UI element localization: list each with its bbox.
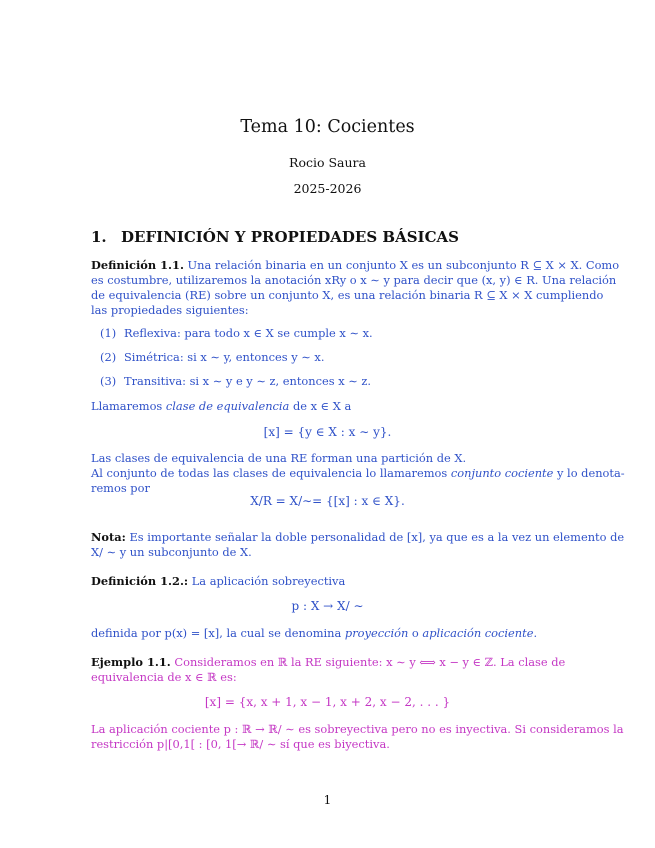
item-text: Transitiva: si x ∼ y e y ∼ z, entonces x ∼ z. [124, 374, 372, 388]
definition-1-line-3: de equivalencia (RE) sobre un conjunto X, es una relación binaria R ⊆ X × X cumpliendo [91, 288, 604, 302]
note-label: Nota: [91, 530, 126, 544]
example-line-2: equivalencia de x ∈ ℝ es: [91, 670, 237, 684]
example-line-3: La aplicación cociente p : ℝ → ℝ/ ∼ es sobreyectiva pero no es inyectiva. Si consideramos la [91, 722, 624, 736]
section-heading [91, 228, 459, 246]
equivalence-class-intro [91, 399, 351, 414]
emphasized-term: conjunto cociente [450, 466, 554, 480]
quotient-set-line-1 [91, 466, 625, 481]
definition-1-line-1 [91, 258, 619, 273]
definition-2-line-1 [91, 574, 345, 589]
item-label: (1) [100, 326, 117, 340]
note-text: Es importante señalar la doble personalidad de [x], ya que es a la vez un elemento de [125, 530, 625, 544]
item-text: Reflexiva: para todo x ∈ X se cumple x ∼ x. [124, 326, 373, 340]
example-text: Consideramos en ℝ la RE siguiente: x ∼ y ⟺ x − y ∈ ℤ. La clase de [170, 655, 566, 669]
definition-1-label: Definición 1.1. [91, 258, 184, 272]
example-line-1 [91, 655, 565, 670]
property-item-transitive [100, 374, 371, 389]
definition-2-label: Definición 1.2.: [91, 574, 189, 588]
example-line-4: restricción p|[0,1[ : [0, 1[→ ℝ/ ∼ sí que es biyectiva. [91, 737, 390, 751]
definition-1-line-4: las propiedades siguientes: [91, 303, 249, 317]
text-fragment: . [533, 626, 538, 640]
definition-1-text: Una relación binaria en un conjunto X es un subconjunto R ⊆ X × X. Como [183, 258, 620, 272]
emphasized-term: aplicación cociente [422, 626, 534, 640]
equivalence-class-equation: [x] = {y ∈ X : x ∼ y}. [263, 425, 392, 439]
text-fragment: o [408, 626, 423, 640]
property-item-symmetric [100, 350, 324, 365]
example-equation: [x] = {x, x + 1, x − 1, x + 2, x − 2, . . . } [204, 695, 451, 709]
text-fragment: Al conjunto de todas las clases de equivalencia lo llamaremos [91, 466, 451, 480]
text-fragment: Llamaremos [91, 399, 166, 413]
document-author: Rocio Saura [289, 155, 366, 170]
note-line-2: X/ ∼ y un subconjunto de X. [91, 545, 252, 559]
item-text: Simétrica: si x ∼ y, entonces y ∼ x. [124, 350, 325, 364]
example-label: Ejemplo 1.1. [91, 655, 171, 669]
quotient-set-equation: X/R = X/∼= {[x] : x ∈ X}. [250, 494, 405, 508]
note-line-1 [91, 530, 624, 545]
item-label: (2) [100, 350, 117, 364]
section-title: DEFINICIÓN Y PROPIEDADES BÁSICAS [121, 228, 459, 246]
property-item-reflexive [100, 326, 373, 341]
quotient-set-line-2: remos por [91, 481, 150, 495]
partition-line: Las clases de equivalencia de una RE forman una partición de X. [91, 451, 467, 465]
text-fragment: de x ∈ X a [289, 399, 352, 413]
emphasized-term: proyección [344, 626, 409, 640]
document-year: 2025-2026 [293, 181, 362, 196]
definition-2-text: La aplicación sobreyectiva [188, 574, 346, 588]
section-number: 1. [91, 228, 107, 246]
emphasized-term: clase de equivalencia [165, 399, 290, 413]
projection-equation: p : X → X/ ∼ [291, 599, 364, 613]
definition-1-line-2: es costumbre, utilizaremos la anotación xRy o x ∼ y para decir que (x, y) ∈ R. Una relación [91, 273, 617, 287]
text-fragment: y lo denota- [553, 466, 625, 480]
page-number: 1 [323, 793, 332, 807]
text-fragment: definida por p(x) = [x], la cual se denomina [91, 626, 345, 640]
item-label: (3) [100, 374, 117, 388]
document-title: Tema 10: Cocientes [240, 117, 415, 137]
definition-2-line-2 [91, 626, 537, 641]
